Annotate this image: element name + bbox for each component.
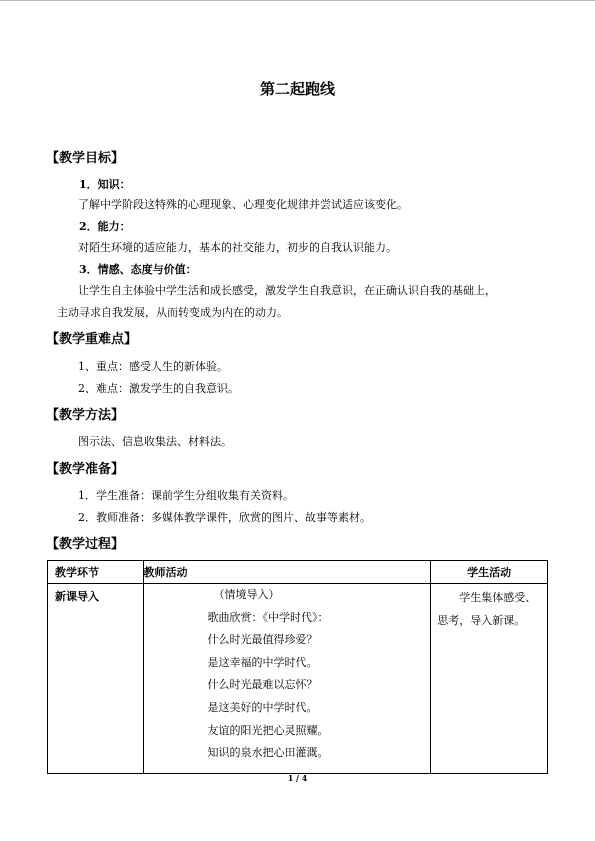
student-activity-cell <box>431 584 548 774</box>
page-number: 1 / 4 <box>287 773 308 783</box>
teacher-line: 什么时光最难以忘怀？ <box>207 678 318 692</box>
header-student-activity: 学生活动 <box>431 561 548 584</box>
teacher-line: 是这幸福的中学时代。 <box>207 655 318 669</box>
section-heading-goals: 【教学目标】 <box>46 151 125 166</box>
header-teacher-activity: 教师活动 <box>143 561 431 584</box>
section-heading-methods: 【教学方法】 <box>46 408 125 423</box>
knowledge-label: 1．知识： <box>79 178 131 191</box>
teacher-line: 知识的泉水把心田灌溉。 <box>207 746 329 760</box>
key-point-item: 1、重点：感受人生的新体验。 <box>78 360 228 373</box>
teacher-activity-cell <box>143 584 431 774</box>
ability-text: 对陌生环境的适应能力，基本的社交能力，初步的自我认识能力。 <box>78 241 397 254</box>
teacher-line: （情境导入） <box>213 588 280 601</box>
stage-label: 新课导入 <box>55 590 99 603</box>
teacher-line: 友谊的阳光把心灵照耀。 <box>207 723 329 737</box>
header-stage: 教学环节 <box>48 561 144 584</box>
stage-cell <box>48 584 144 774</box>
ability-label: 2．能力： <box>79 220 131 233</box>
student-preparation-item: 1．学生准备：课前学生分组收集有关资料。 <box>78 489 294 502</box>
teacher-line: 是这美好的中学时代。 <box>207 700 318 714</box>
emotion-label: 3．情感、态度与价值： <box>79 263 197 276</box>
knowledge-text: 了解中学阶段这特殊的心理现象、心理变化规律并尝试适应该变化。 <box>78 198 408 211</box>
teacher-line: 歌曲欣赏：《中学时代》： <box>207 610 329 624</box>
section-heading-process: 【教学过程】 <box>46 537 125 552</box>
document-title: 第二起跑线 <box>259 80 335 98</box>
table-row <box>48 584 548 774</box>
emotion-text-line2: 主动寻求自我发展，从而转变成为内在的动力。 <box>57 306 288 319</box>
teacher-preparation-item: 2．教师准备：多媒体教学课件，欣赏的图片、故事等素材。 <box>78 511 371 524</box>
table-header-row <box>48 561 548 584</box>
difficult-point-item: 2、难点：激发学生的自我意识。 <box>78 382 239 395</box>
methods-text: 图示法、信息收集法、材料法。 <box>78 435 232 448</box>
teacher-line: 什么时光最值得珍爱？ <box>207 633 318 647</box>
process-table <box>47 560 548 774</box>
header-rule <box>0 0 595 1</box>
section-heading-preparation: 【教学准备】 <box>46 462 125 477</box>
emotion-text-line1: 让学生自主体验中学生活和成长感受，激发学生自我意识，在正确认识自我的基础上， <box>78 284 496 297</box>
section-heading-key-points: 【教学重难点】 <box>46 332 138 347</box>
student-activity-text: 学生集体感受、思考，导入新课。 <box>437 591 537 627</box>
